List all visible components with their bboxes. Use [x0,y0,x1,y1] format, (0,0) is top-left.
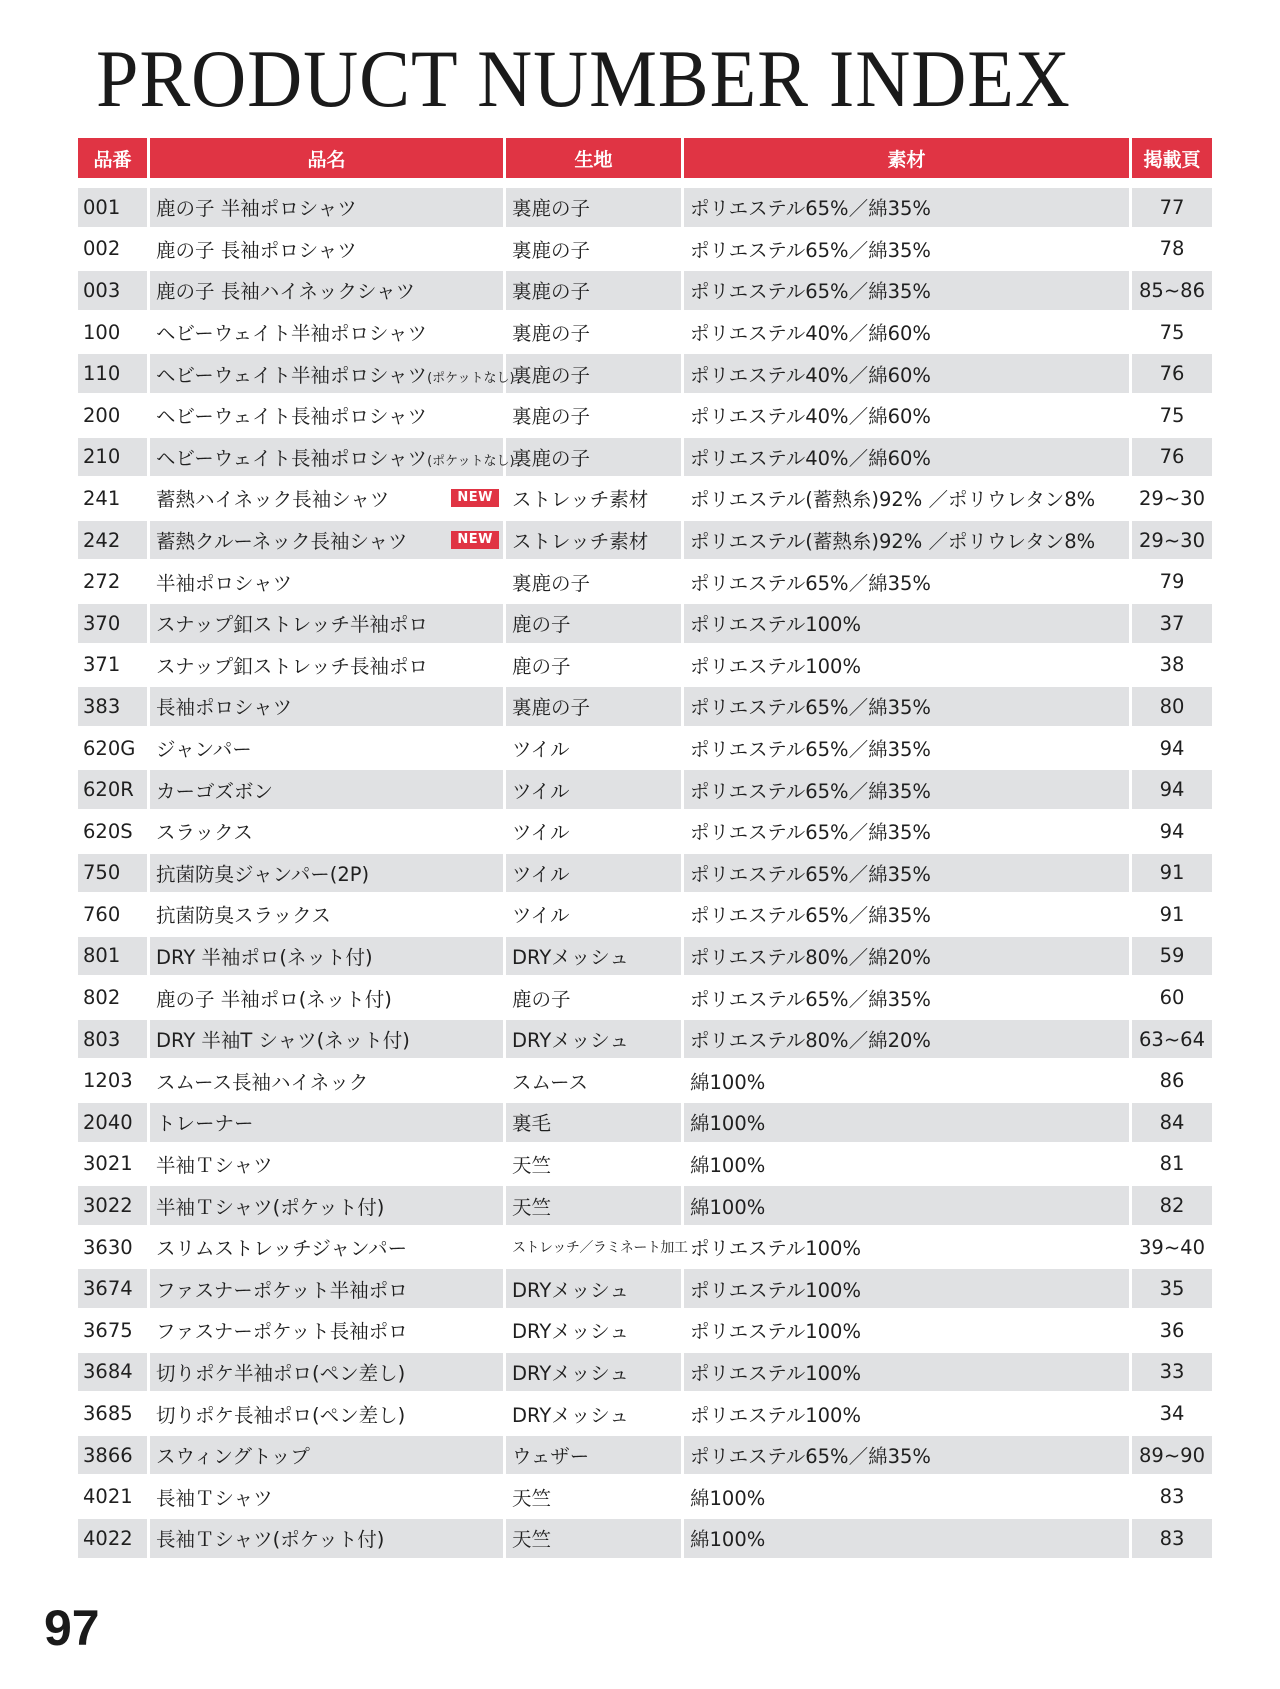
cell-fabric: DRYメッシュ [506,937,681,976]
cell-page: 80 [1132,687,1212,726]
product-name-text: DRY 半袖ポロ(ネット付) [156,945,373,969]
cell-material: ポリエステル65%／綿35% [684,1436,1129,1475]
cell-product-name [150,978,503,1017]
product-name-text: スラックス [156,821,253,845]
cell-page: 37 [1132,604,1212,643]
table-row [78,479,1212,518]
cell-product-number: 3866 [78,1436,147,1475]
cell-fabric: 裏鹿の子 [506,188,681,227]
cell-product-name [150,1061,503,1100]
cell-material: 綿100% [690,1070,766,1094]
table-row [78,438,1212,477]
table-row [78,562,1212,601]
product-name-text: トレーナー [156,1112,254,1136]
product-name-text: 半袖Ｔシャツ(ポケット付) [156,1195,385,1219]
product-name-text: 長袖ポロシャツ [156,696,293,720]
product-name-text: ヘビーウェイト半袖ポロシャツ [156,363,428,387]
cell-fabric: スムース [512,1070,589,1094]
cell-material: ポリエステル100% [690,1403,861,1427]
cell-page: 83 [1132,1519,1212,1558]
cell-product-name [150,729,503,768]
header-material: 素材 [684,138,1129,178]
cell-fabric: 裏毛 [506,1103,681,1142]
cell-product-name [150,1477,503,1516]
table-header [78,138,1212,178]
table-row [78,854,1212,893]
cell-product-name [150,1269,503,1308]
cell-product-name [150,562,503,601]
cell-page: 29~30 [1139,486,1205,510]
table-row [78,978,1212,1017]
product-name-text: 半袖ポロシャツ [156,571,293,595]
cell-page: 36 [1159,1318,1185,1342]
cell-fabric: 裏鹿の子 [506,354,681,393]
cell-product-name [150,479,503,518]
cell-material: ポリエステル65%／綿35% [684,188,1129,227]
cell-fabric: ウェザー [506,1436,681,1475]
table-row [78,396,1212,435]
cell-page: 91 [1159,902,1185,926]
cell-material: ポリエステル40%／綿60% [690,405,931,429]
cell-product-name [150,1228,503,1267]
table-row [78,1519,1212,1558]
cell-page: 94 [1159,819,1185,843]
cell-product-number: 100 [83,320,121,344]
cell-material: 綿100% [690,1153,766,1177]
cell-fabric: DRYメッシュ [512,1403,629,1427]
cell-product-number: 4022 [78,1519,147,1558]
table-row [78,687,1212,726]
cell-product-name [150,396,503,435]
table-row [78,1145,1212,1184]
cell-fabric: 天竺 [506,1186,681,1225]
cell-material: ポリエステル65%／綿35% [690,987,931,1011]
table-row [78,1477,1212,1516]
cell-product-number: 3675 [83,1318,133,1342]
table-row [78,895,1212,934]
product-name-note: (ポケットなし) [427,370,515,386]
cell-product-name [150,1186,503,1225]
cell-product-name [150,1394,503,1433]
cell-product-name [150,812,503,851]
cell-material: ポリエステル100% [684,1269,1129,1308]
cell-material: ポリエステル100% [684,1353,1129,1392]
table-row [78,1020,1212,1059]
cell-material: ポリエステル100% [690,654,861,678]
product-name-text: カーゴズボン [156,779,274,803]
cell-product-name [150,1436,503,1475]
cell-product-number: 3021 [83,1152,133,1176]
cell-product-number: 803 [78,1020,147,1059]
cell-page: 76 [1132,354,1212,393]
cell-fabric: 裏鹿の子 [512,238,591,262]
page-title: PRODUCT NUMBER INDEX [96,33,1071,124]
cell-product-name [150,1020,503,1059]
cell-product-number: 760 [83,902,121,926]
cell-page: 94 [1132,770,1212,809]
product-name-text: スウィングトップ [156,1445,310,1469]
cell-fabric: 裏鹿の子 [512,322,591,346]
cell-product-name [150,313,503,352]
cell-material: ポリエステル40%／綿60% [684,438,1129,477]
product-index-table-container [78,138,1212,1561]
product-name-text: ファスナーポケット長袖ポロ [156,1320,408,1344]
cell-product-number: 3674 [78,1269,147,1308]
table-row [78,1311,1212,1350]
cell-product-number: 802 [83,986,121,1010]
cell-product-number: 1203 [83,1069,133,1093]
cell-page: 34 [1159,1402,1185,1426]
table-body [78,181,1212,1558]
new-badge: NEW [451,531,499,549]
product-name-text: DRY 半袖T シャツ(ネット付) [156,1029,410,1053]
cell-fabric: DRYメッシュ [512,1320,629,1344]
cell-product-name [150,1145,503,1184]
cell-product-name [150,1353,503,1392]
product-name-text: 長袖Ｔシャツ(ポケット付) [156,1528,385,1552]
table-row [78,354,1212,393]
product-name-text: 鹿の子 半袖ポロ(ネット付) [156,987,392,1011]
cell-page: 81 [1159,1152,1185,1176]
cell-fabric: ツイル [506,854,681,893]
cell-page: 77 [1132,188,1212,227]
cell-page: 35 [1132,1269,1212,1308]
cell-page: 63~64 [1132,1020,1212,1059]
cell-page: 86 [1159,1069,1185,1093]
table-row [78,937,1212,976]
cell-product-number: 242 [78,521,147,560]
cell-product-number: 001 [78,188,147,227]
product-name-text: ヘビーウェイト長袖ポロシャツ [156,446,428,470]
cell-material: ポリエステル65%／綿35% [690,238,931,262]
cell-product-name [150,604,503,643]
table-row [78,729,1212,768]
product-name-text: 切りポケ長袖ポロ(ペン差し) [156,1403,406,1427]
cell-product-number: 272 [83,570,121,594]
cell-material: ポリエステル65%／綿35% [690,571,931,595]
product-name-text: 鹿の子 半袖ポロシャツ [156,197,357,221]
cell-fabric: 鹿の子 [512,987,571,1011]
table-row [78,1436,1212,1475]
cell-product-name [150,854,503,893]
cell-page: 75 [1159,320,1185,344]
table-row [78,1353,1212,1392]
product-name-text: ヘビーウェイト長袖ポロシャツ [156,405,428,429]
cell-product-number: 110 [78,354,147,393]
cell-material: ポリエステル65%／綿35% [690,738,931,762]
table-row [78,271,1212,310]
table-row [78,770,1212,809]
cell-product-number: 002 [83,237,121,261]
cell-fabric: ツイル [512,904,570,928]
header-number: 品番 [78,138,147,178]
cell-page: 84 [1132,1103,1212,1142]
cell-material: 綿100% [690,1486,766,1510]
cell-product-name [150,188,503,227]
cell-page: 89~90 [1132,1436,1212,1475]
cell-product-name [150,895,503,934]
table-row [78,1228,1212,1267]
cell-product-name [150,770,503,809]
cell-product-name [150,687,503,726]
cell-product-number: 750 [78,854,147,893]
cell-product-number: 3685 [83,1402,133,1426]
product-name-text: ファスナーポケット半袖ポロ [156,1278,408,1302]
cell-fabric: ツイル [506,770,681,809]
cell-product-name [150,271,503,310]
cell-fabric: 鹿の子 [512,654,571,678]
product-name-note: (ポケットなし) [427,453,515,469]
product-name-text: 長袖Ｔシャツ [156,1486,273,1510]
cell-page: 59 [1132,937,1212,976]
table-row [78,521,1212,560]
cell-product-number: 620S [83,819,133,843]
cell-fabric: 鹿の子 [506,604,681,643]
cell-product-number: 620R [78,770,147,809]
cell-page: 33 [1132,1353,1212,1392]
cell-product-name [150,937,503,976]
cell-page: 29~30 [1132,521,1212,560]
cell-product-name [150,230,503,269]
cell-page: 78 [1159,237,1185,261]
cell-fabric: 天竺 [512,1486,552,1510]
cell-product-number: 620G [83,736,136,760]
cell-product-name [150,1311,503,1350]
table-row [78,1269,1212,1308]
product-name-text: スリムストレッチジャンパー [156,1237,408,1261]
cell-material: ポリエステル40%／綿60% [690,322,931,346]
cell-fabric: 裏鹿の子 [512,405,591,429]
cell-fabric: 裏鹿の子 [506,687,681,726]
product-name-text: ジャンパー [156,738,252,762]
table-row [78,1061,1212,1100]
table-row [78,1103,1212,1142]
cell-material: ポリエステル(蓄熱糸)92% ／ポリウレタン8% [684,521,1129,560]
table-row [78,646,1212,685]
cell-fabric: ストレッチ素材 [506,521,681,560]
cell-product-number: 801 [78,937,147,976]
product-name-text: 鹿の子 長袖ハイネックシャツ [156,280,416,304]
cell-product-number: 3684 [78,1353,147,1392]
product-name-text: スムース長袖ハイネック [156,1070,369,1094]
table-row [78,1394,1212,1433]
product-name-text: スナップ釦ストレッチ半袖ポロ [156,613,429,637]
cell-fabric: 裏鹿の子 [506,271,681,310]
cell-page: 60 [1159,986,1185,1010]
cell-product-name [150,521,503,560]
cell-product-number: 003 [78,271,147,310]
product-name-text: スナップ釦ストレッチ長袖ポロ [156,654,429,678]
header-name: 品名 [150,138,503,178]
cell-product-name [150,438,515,477]
cell-fabric: 裏鹿の子 [506,438,681,477]
cell-material: ポリエステル80%／綿20% [684,937,1129,976]
product-name-text: 蓄熱クルーネック長袖シャツ [156,530,408,554]
cell-fabric: 天竺 [512,1153,552,1177]
cell-fabric: ツイル [512,738,570,762]
header-fabric: 生地 [506,138,681,178]
new-badge: NEW [451,489,499,507]
cell-fabric: ツイル [512,821,570,845]
cell-fabric: 裏鹿の子 [512,571,591,595]
table-row [78,604,1212,643]
cell-page: 83 [1159,1485,1185,1509]
cell-material: 綿100% [684,1186,1129,1225]
cell-product-name [150,1519,503,1558]
cell-material: ポリエステル100% [690,1237,861,1261]
product-name-text: 半袖Ｔシャツ [156,1153,273,1177]
cell-material: 綿100% [684,1103,1129,1142]
header-page: 掲載頁 [1132,138,1212,178]
cell-page: 38 [1159,653,1185,677]
cell-product-number: 241 [83,486,121,510]
cell-page: 39~40 [1139,1235,1205,1259]
cell-material: ポリエステル65%／綿35% [684,271,1129,310]
cell-product-number: 3630 [83,1235,133,1259]
cell-page: 75 [1159,403,1185,427]
product-index-table [75,135,1215,1561]
cell-material: ポリエステル65%／綿35% [690,904,931,928]
cell-page: 85~86 [1132,271,1212,310]
cell-fabric: ストレッチ／ラミネート加工 [512,1240,688,1257]
cell-fabric: 天竺 [506,1519,681,1558]
table-row [78,188,1212,227]
cell-product-number: 2040 [78,1103,147,1142]
product-name-text: ヘビーウェイト半袖ポロシャツ [156,322,428,346]
cell-material: 綿100% [684,1519,1129,1558]
product-name-text: 鹿の子 長袖ポロシャツ [156,238,357,262]
page-number: 97 [44,1600,100,1656]
cell-product-number: 371 [83,653,121,677]
cell-material: ポリエステル65%／綿35% [684,770,1129,809]
cell-material: ポリエステル40%／綿60% [684,354,1129,393]
cell-product-name [150,646,503,685]
table-row [78,230,1212,269]
cell-fabric: DRYメッシュ [506,1353,681,1392]
cell-product-number: 210 [78,438,147,477]
cell-product-number: 383 [78,687,147,726]
cell-fabric: ストレッチ素材 [512,488,649,512]
cell-page: 91 [1132,854,1212,893]
cell-page: 94 [1159,736,1185,760]
cell-page: 76 [1132,438,1212,477]
table-row [78,313,1212,352]
cell-page: 82 [1132,1186,1212,1225]
cell-material: ポリエステル65%／綿35% [684,687,1129,726]
cell-product-name [150,1103,503,1142]
cell-product-number: 200 [83,403,121,427]
table-row [78,812,1212,851]
cell-page: 79 [1159,570,1185,594]
table-row [78,1186,1212,1225]
product-name-text: 抗菌防臭ジャンパー(2P) [156,862,370,886]
product-name-text: 切りポケ半袖ポロ(ペン差し) [156,1361,406,1385]
cell-product-name [150,354,515,393]
cell-material: ポリエステル80%／綿20% [684,1020,1129,1059]
cell-material: ポリエステル100% [684,604,1129,643]
cell-material: ポリエステル(蓄熱糸)92% ／ポリウレタン8% [690,488,1096,512]
product-name-text: 蓄熱ハイネック長袖シャツ [156,488,390,512]
cell-product-number: 4021 [83,1485,133,1509]
product-name-text: 抗菌防臭スラックス [156,904,331,928]
cell-fabric: DRYメッシュ [506,1020,681,1059]
cell-fabric: DRYメッシュ [506,1269,681,1308]
cell-material: ポリエステル100% [690,1320,861,1344]
cell-material: ポリエステル65%／綿35% [690,821,931,845]
cell-product-number: 3022 [78,1186,147,1225]
cell-product-number: 370 [78,604,147,643]
cell-material: ポリエステル65%／綿35% [684,854,1129,893]
